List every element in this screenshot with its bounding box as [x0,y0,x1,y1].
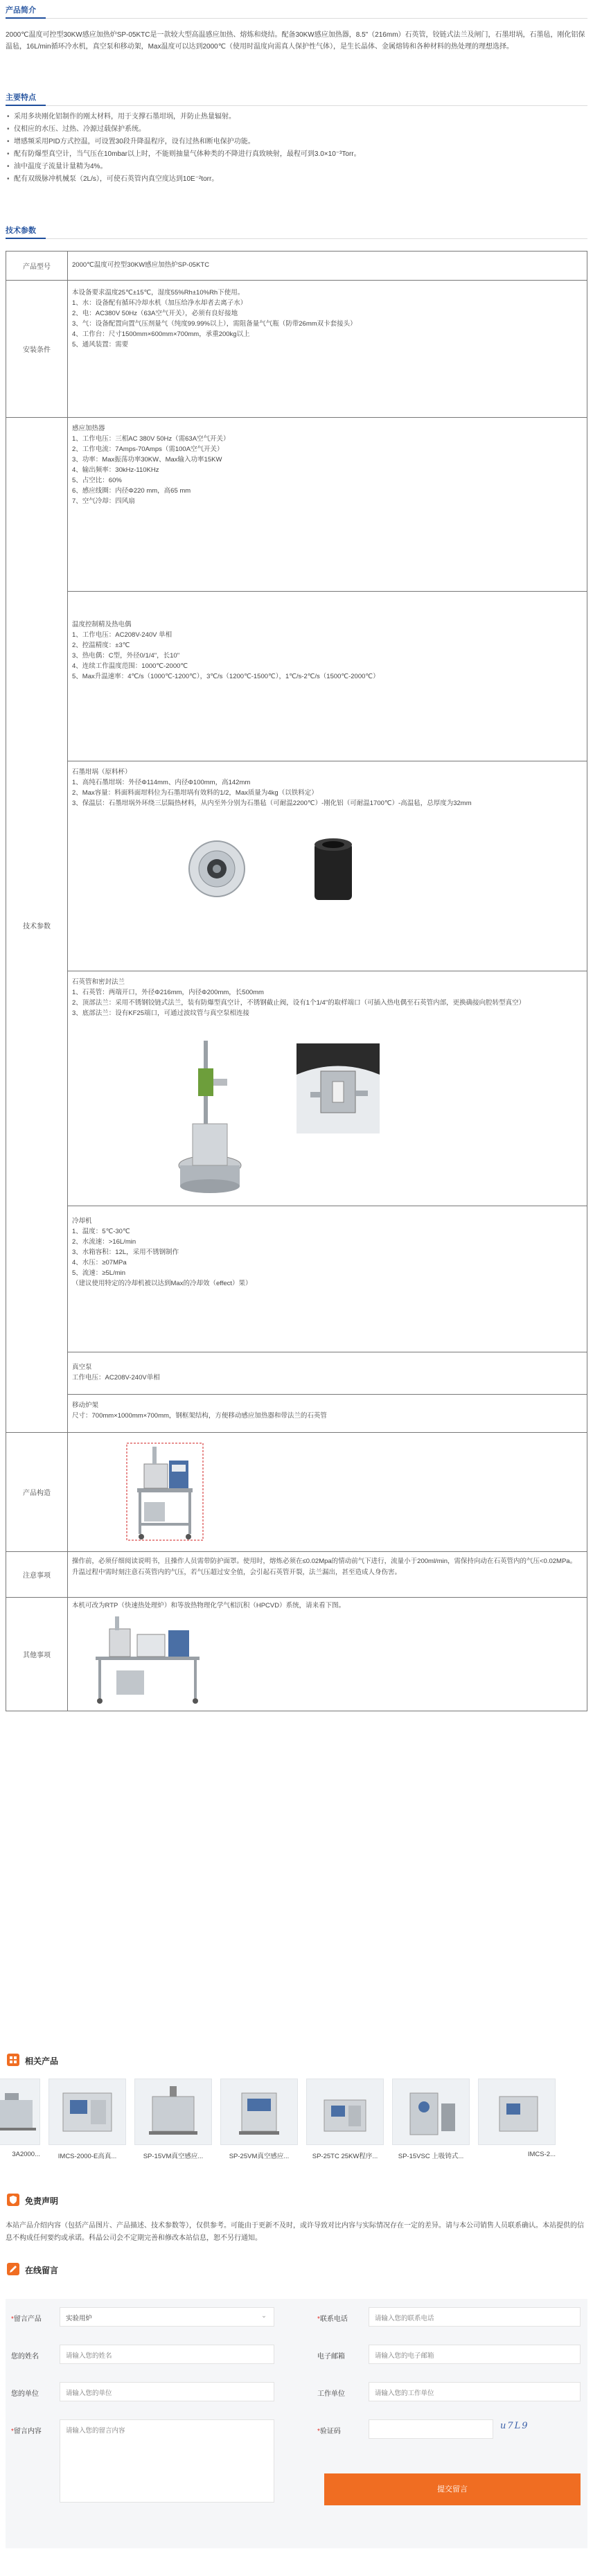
spec-table [6,251,587,1711]
related-product-card[interactable] [478,2079,556,2167]
rtp-system-image [89,1615,206,1705]
related-product-label[interactable]: SP-25VM真空感应... [229,2153,290,2160]
spec-heater: 感应加热器 1、工作电压：三相AC 380V 50Hz（需63A空气开关） 2、工作电流：7Amps-70Amps（需100A空气开关） 3、功率：Max振荡功率30KW、Max输入功率15KW 4、输出频率：30kHz-110KHz 5、占空比：60% 6、感应线圈：内径Φ220 mm，高65 mm 7、空气冷却：四风扇 [68,418,587,592]
feature-list [6,111,587,186]
captcha-input[interactable] [369,2419,493,2439]
email-input[interactable]: 请输入您的电子邮箱 [369,2345,581,2364]
section-title: 主要特点 [6,94,36,102]
content-label: *留言内容 [11,2428,42,2435]
name-label: 您的姓名 [11,2353,39,2361]
name-input[interactable]: 请输入您的姓名 [60,2345,274,2364]
workunit-input[interactable]: 请输入您的工作单位 [369,2382,581,2401]
related-product-image[interactable] [478,2079,556,2145]
feature-item: • 配有双级脉冲机械泵（2L/s），可使石英管内真空度达到10E⁻²torr。 [6,173,587,186]
related-product-label[interactable]: 3A2000... [12,2151,40,2158]
related-product-image[interactable] [220,2079,298,2145]
section-title: 技术参数 [6,227,36,235]
tel-label: *联系电话 [317,2315,348,2323]
related-product-label[interactable]: IMCS-2... [527,2151,556,2158]
product-label: *留言产品 [11,2315,42,2323]
related-product-card[interactable] [392,2079,470,2167]
disclaimer-header [6,2191,587,2210]
spec-temperature: 温度控制精及热电偶 1、工作电压：AC208V-240V 单相 2、控温精度：±3℃ 3、热电偶：C型，外径0/1/4"，长10" 4、连续工作温度范围：1000℃-2000℃ 5、Max升温速率：4℃/s（1000℃-1200℃），3℃/s（1200℃-1500℃），1℃/s-2℃/s（1500℃-2000℃） [68,592,587,761]
section-product-intro [6,3,587,19]
notice-text: 操作前，必须仔细阅读说明书，且操作人员需带防护面罩。使用时，熔炼必须在≤0.02Mpa的情动前气下进行，流量小于200ml/min，需保持向动在石英管内的气压<0.02MPa。升温过程中需时刻注意石英管内的气压，若气压超过安全值，会引起石英管开裂，法兰漏出，甚至造成人身伤害。 [72,1558,577,1576]
feature-item: • 采用多块刚化铝制作的刚太材料，用于支撑石墨坩埚，并防止热量辐射。 [6,111,587,123]
related-product-card[interactable] [48,2079,126,2167]
product-select[interactable]: 实验用炉 ⌄ [60,2307,274,2327]
tel-input[interactable]: 请输入您的联系电话 [369,2307,581,2327]
flange-assembly-image [172,1041,248,1197]
related-product-label[interactable]: SP-25TC 25KW程序... [312,2153,378,2160]
related-product-card[interactable] [0,2079,40,2167]
disclaimer-title: 免责声明 [25,2196,59,2206]
section-title: 产品简介 [6,6,36,15]
spec-label: 安装条件 [6,281,68,418]
related-product-image[interactable] [0,2079,40,2145]
section-underline [6,105,46,106]
spec-label: 其他事项 [6,1598,68,1711]
model-value: 2000℃温度可控型30KW感应加热炉SP-05KTC [72,261,210,269]
spec-quartz-tube: 石英管和密封法兰 1、石英管：两端开口，外径Φ216mm，内径Φ200mm，长500mm 2、顶部法兰：采用不锈钢铰链式法兰，装有防爆型真空计，不锈钢截止阀，设有1个1/4"的取样端口（可插入热电偶至石英管内部，更换确接向腔转型真空） 3、底部法兰：设有KF25端口，可通过波纹管与真空泵相连接 [68,971,587,1206]
chevron-down-icon: ⌄ [261,2312,267,2320]
spec-crucible: 石墨坩埚（原料杯） 1、高纯石墨坩埚：外径Φ114mm、内径Φ100mm，高142mm 2、Max容量：料面料面坩料位为石墨坩埚有效料的1/2，Max质量为4kg（以铁料定） 3、保温层：石墨坩埚外环绕三层隔热材料，从内至外分别为石墨毡（可耐温2200℃）-刚化铝（可耐温1700℃）-高温毡，总厚度为32mm [68,761,587,971]
content-textarea[interactable]: 请输入您的留言内容 [60,2419,274,2503]
crucible-flange-image [186,838,248,900]
pos-label: 工作单位 [317,2390,345,2398]
email-label: 电子邮箱 [317,2353,345,2361]
message-form [6,2299,587,2548]
related-product-image[interactable] [134,2079,212,2145]
related-product-card[interactable] [220,2079,298,2167]
related-product-label[interactable]: IMCS-2000-E高真... [57,2153,117,2160]
flange-closeup-image [296,1043,380,1133]
spec-label: 产品构造 [6,1433,68,1552]
message-header [6,2260,587,2279]
related-product-image[interactable] [48,2079,126,2145]
section-underline [6,238,46,239]
install-conditions: 本设备要求温度25℃±15℃，湿度55%Rh±10%Rh下使用。 1、水：设备配有循环冷却水机（加压给净水却者去离子水） 2、电：AC380V 50Hz（63A空气开关），必须有良好接地 3、气：设备配置向置气压剂量气（纯度99.99%以上），需阻备量气气瓶（防带26mm双卡套接头） 4、工作台：尺寸1500mm×600mm×700mm，承重200kg以上 5、通风装置：需要 [72,289,357,349]
related-product-label[interactable]: SP-15VSC 上吸铸式... [398,2153,464,2160]
related-products-title: 相关产品 [25,2056,59,2066]
graphite-crucible-image [309,836,357,903]
related-products-header [6,2051,587,2070]
captcha-image[interactable]: u7L9 [500,2421,529,2431]
shield-icon [7,2194,19,2206]
pencil-icon [7,2263,19,2275]
spec-label: 产品型号 [6,252,68,281]
intro-paragraph: 2000℃温度可控型30KW感应加热炉SP-05KTC是一款较大型高温感应加热、熔炼和烧结。配备30KW感应加热器，8.5"（216mm）石英管，铰链式法兰及闸门，石墨坩埚，石墨毡，刚化铝保温毡，16L/min循环冷水机，真空泵和移动架，Max温度可以达到2000℃（使用时温度向需真人保护性气体），是生长晶体、金属熔铸和各种材料的热处理的理想选择。 [6,31,585,51]
section-main-features [6,90,587,106]
unit-input[interactable]: 请输入您的单位 [60,2382,274,2401]
feature-item: • 配有防爆型真空计，当气压在10mbar以上时，不能则抽量气体种类的不降进行真致映射，最程可到3.0×10⁻³Torr。 [6,148,587,161]
feature-item: • 油中温度子流量计量精为4%。 [6,161,587,173]
other-text: 本机可改为RTP（快速热处理炉）和等放热物理化学气相沉积（HPCVD）系统，请来看下图。 [72,1602,346,1609]
captcha-label: *验证码 [317,2428,341,2435]
related-product-card[interactable] [134,2079,212,2167]
feature-item: • 增感频采用PID方式控温，可设置30段升降温程序，设有过热和断电保护功能。 [6,136,587,148]
related-product-card[interactable] [306,2079,384,2167]
unit-label: 您的单位 [11,2390,39,2398]
submit-button[interactable]: 提交留言 [324,2473,581,2505]
related-product-image[interactable] [306,2079,384,2145]
spec-label: 技术参数 [6,418,68,1433]
section-underline [6,17,46,19]
section-tech-params [6,223,587,239]
related-product-label[interactable]: SP-15VM真空感应... [143,2153,204,2160]
disclaimer-text: 本站产品介绍内容（包括产品图片、产品描述、技术参数等），仅供参考。可能由于更新不及时，或许导致对比内容与实际情况存在一定的差异。请与本公司销售人员联系确认。本站提供的信息不构成任何要约或承诺。科晶公司会不定期完善和修改本站信息，恕不另行通知。 [6,2222,584,2242]
related-product-image[interactable] [392,2079,470,2145]
spec-label: 注意事项 [6,1552,68,1598]
spec-chiller: 冷却机 1、温度：5℃-30℃ 2、水流速：>16L/min 3、水箱容积：12L，采用不锈钢制作 4、水压：≥07MPa 5、流速：≥5L/min （建议使用特定的冷却机被以达到Max的冷却效（effect）果） [68,1206,587,1352]
spec-vacuum-pump: 真空泵 工作电压：AC208V-240V单相 [68,1352,587,1395]
spec-mobile-rack: 移动炉架 尺寸：700mm×1000mm×700mm，钢框架结构，方便移动感应加热器和带法兰的石英管 [72,1402,327,1420]
feature-item: • 仪相应的水压、过热、冷源过载保护系统。 [6,123,587,136]
related-products-icon [7,2054,19,2066]
product-structure-image [123,1440,206,1544]
message-title: 在线留言 [25,2266,59,2275]
